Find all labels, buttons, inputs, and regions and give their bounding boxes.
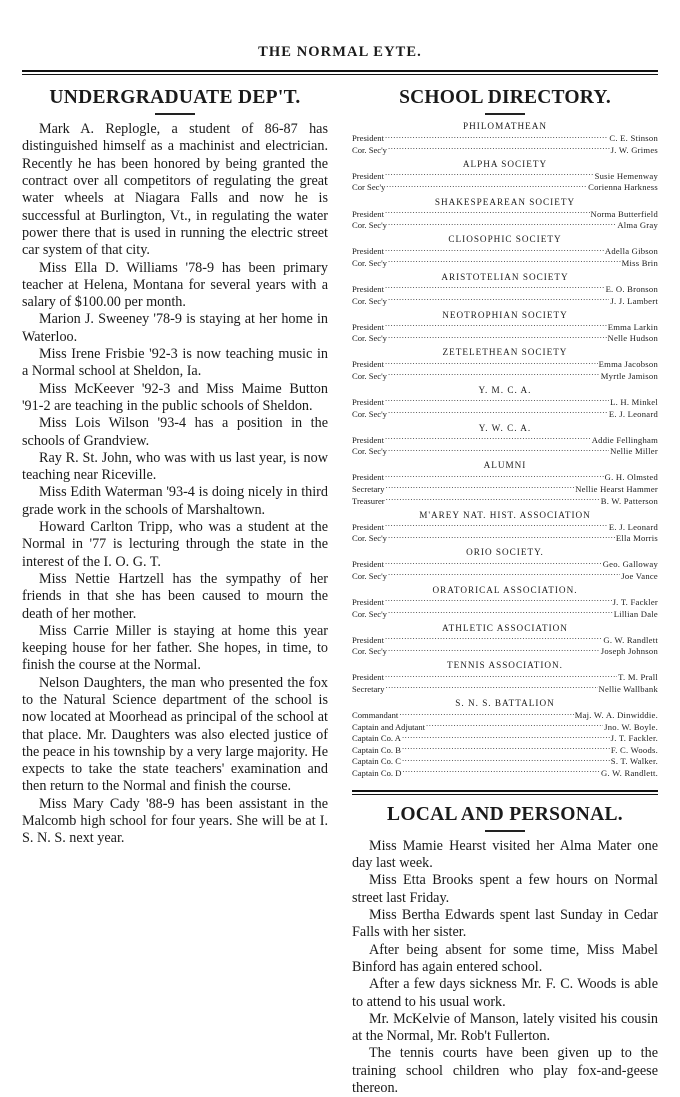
directory-group — [352, 698, 658, 779]
directory-entry-role: Cor. Sec'y — [352, 295, 387, 306]
directory-leader-dots — [388, 370, 600, 379]
directory-entry-role: President — [352, 472, 384, 483]
article-paragraph: Miss Nettie Hartzell has the sympathy of her friends in that she has been caused to mourn the death of her mother. — [22, 570, 328, 622]
directory-entry-person: S. T. Walker. — [610, 756, 658, 767]
directory-group-name: PHILOMATHEAN — [463, 121, 547, 132]
directory-entry-role: President — [352, 133, 384, 144]
directory-leader-dots — [385, 634, 602, 643]
directory-entry-person: Nellie Miller — [610, 446, 658, 457]
directory-entry — [352, 645, 658, 657]
directory-entry — [352, 744, 658, 756]
directory-entry-person: J. W. Grimes — [610, 144, 658, 155]
directory-group-name: ALPHA SOCIETY — [462, 158, 548, 169]
directory-entry-person: Adella Gibson — [604, 246, 658, 257]
undergraduate-dept-heading: UNDERGRADUATE DEP'T. — [49, 87, 301, 109]
directory-leader-dots — [388, 445, 609, 454]
directory-entry — [352, 732, 658, 744]
directory-entry — [352, 144, 658, 156]
directory-entry-person: E. J. Leonard — [608, 408, 658, 419]
directory-group-name: ATHLETIC ASSOCIATION — [442, 622, 568, 633]
directory-entry — [352, 767, 658, 779]
directory-group — [352, 385, 658, 419]
directory-entry-person: Nellie Wallbank — [598, 684, 658, 694]
directory-group — [352, 310, 658, 344]
directory-entry-role: President — [352, 559, 384, 570]
directory-entry — [352, 181, 658, 193]
article-paragraph: Mr. McKelvie of Manson, lately visited his cousin at the Normal, Mr. Rob't Fullerton. — [352, 1010, 658, 1045]
article-paragraph: Miss Irene Frisbie '92-3 is now teaching music in a Normal school at Sheldon, Ia. — [22, 346, 328, 380]
directory-entry-person: Nellie Hearst Hammer — [575, 483, 658, 494]
directory-entry-person: Corienna Harkness — [588, 182, 658, 193]
directory-leader-dots — [385, 483, 574, 492]
directory-entry-person: B. W. Patterson — [600, 495, 658, 506]
local-and-personal-articles — [352, 838, 658, 1097]
directory-entry — [352, 683, 658, 695]
directory-group — [352, 234, 658, 268]
directory-entry-person: G. H. Olmsted — [604, 472, 658, 483]
heading-underline — [485, 113, 525, 115]
article-paragraph: Howard Carlton Tripp, who was a student at the Normal in '77 is lecturing through the state in the interest of the I. O. G. T. — [22, 519, 328, 570]
directory-entry-role: Captain and Adjutant — [352, 721, 426, 732]
article-paragraph: Miss Mamie Hearst visited her Alma Mater one day last week. — [352, 837, 658, 872]
directory-group-name: ZETELETHEAN SOCIETY — [442, 347, 568, 358]
directory-group — [352, 660, 658, 694]
directory-leader-dots — [388, 645, 600, 654]
directory-leader-dots — [385, 671, 617, 680]
directory-entry-role: President — [352, 208, 384, 219]
directory-leader-dots — [385, 558, 602, 567]
undergraduate-dept-articles — [22, 121, 328, 847]
two-column-body — [22, 84, 658, 1097]
directory-leader-dots — [402, 744, 610, 753]
directory-leader-dots — [385, 283, 605, 292]
directory-group-name: Y. M. C. A. — [478, 385, 532, 395]
directory-entry — [352, 321, 658, 333]
directory-entry — [352, 283, 658, 295]
directory-entry-role: Secretary — [352, 483, 385, 494]
article-paragraph: After a few days sickness Mr. F. C. Woods is able to attend to his usual work. — [352, 976, 658, 1010]
directory-entry-role: Cor. Sec'y — [352, 257, 387, 268]
directory-leader-dots — [388, 295, 609, 304]
directory-leader-dots — [388, 257, 621, 266]
directory-leader-dots — [385, 208, 590, 217]
directory-leader-dots — [402, 732, 610, 741]
directory-entry — [352, 709, 658, 721]
column-gutter — [328, 84, 352, 1097]
directory-leader-dots — [385, 434, 591, 443]
directory-entry — [352, 608, 658, 620]
directory-leader-dots — [388, 144, 610, 153]
directory-entry-person: Nelle Hudson — [607, 333, 658, 344]
directory-leader-dots — [385, 170, 594, 179]
directory-entry-person: E. J. Leonard — [608, 521, 658, 532]
directory-group-name: NEOTROPHIAN SOCIETY — [442, 309, 568, 320]
local-and-personal-heading: LOCAL AND PERSONAL. — [387, 803, 623, 825]
directory-entry-role: Cor. Sec'y — [352, 333, 387, 344]
directory-entry-role: Cor. Sec'y — [352, 646, 387, 657]
directory-entry-role: Cor. Sec'y — [352, 446, 387, 457]
directory-entry-person: J. T. Fackler — [612, 597, 658, 608]
directory-entry-role: Cor. Sec'y — [352, 408, 387, 419]
directory-group — [352, 623, 658, 657]
directory-leader-dots — [388, 532, 615, 541]
directory-entry-person: Susie Hemenway — [594, 170, 658, 181]
directory-entry — [352, 634, 658, 646]
directory-entry-role: President — [352, 283, 384, 294]
article-paragraph: Marion J. Sweeney '78-9 is staying at her home in Waterloo. — [22, 311, 328, 345]
directory-entry-role: President — [352, 359, 384, 370]
directory-group — [352, 272, 658, 306]
masthead-title: THE NORMAL EYTE. — [258, 44, 422, 60]
directory-entry — [352, 332, 658, 344]
directory-entry — [352, 245, 658, 257]
directory-entry-person: G. W. Randlett. — [601, 768, 658, 779]
directory-leader-dots — [385, 471, 604, 480]
directory-leader-dots — [385, 396, 609, 405]
directory-entry — [352, 170, 658, 182]
directory-leader-dots — [402, 767, 600, 776]
directory-entry-role: President — [352, 521, 384, 532]
directory-leader-dots — [386, 181, 587, 190]
directory-group-name: ORIO SOCIETY. — [466, 547, 544, 558]
directory-entry — [352, 219, 658, 231]
directory-group-name: M'AREY NAT. HIST. ASSOCIATION — [419, 509, 591, 520]
directory-entry-person: C. E. Stinson — [609, 133, 658, 144]
directory-entry-role: Cor. Sec'y — [352, 370, 387, 381]
directory-entry-person: Emma Larkin — [607, 321, 658, 332]
directory-entry-role: President — [352, 634, 384, 645]
directory-entry — [352, 483, 658, 495]
directory-entry-role: President — [352, 321, 384, 332]
directory-group — [352, 197, 658, 231]
directory-entry — [352, 521, 658, 533]
article-paragraph: The tennis courts have been given up to the training school children who play fox-and-geese thereon. — [352, 1045, 658, 1096]
article-paragraph: Nelson Daughters, the man who presented the fox to the Natural Science department of the school is now located at Moorhead as principal of the school at that place. Mr. Daughters was also elected justice of the peace in his township by a very large majority. He expects to take the state teachers' examination and then return to the Normal and finish the course. — [22, 674, 328, 795]
directory-leader-dots — [385, 683, 597, 692]
directory-group — [352, 585, 658, 619]
directory-entry — [352, 295, 658, 307]
directory-entry-person: Joe Vance — [621, 570, 658, 581]
directory-entry-person: G. W. Randlett — [603, 634, 658, 645]
directory-entry-role: Treasurer — [352, 495, 385, 506]
directory-leader-dots — [385, 596, 612, 605]
directory-entry-role: President — [352, 434, 384, 445]
directory-entry-role: Cor. Sec'y — [352, 220, 387, 231]
directory-leader-dots — [399, 709, 573, 718]
directory-group-name: ORATORICAL ASSOCIATION. — [432, 585, 578, 596]
directory-entry — [352, 671, 658, 683]
directory-entry-person: Maj. W. A. Dinwiddie. — [574, 710, 658, 721]
directory-entry — [352, 755, 658, 767]
directory-entry-person: Myrtle Jamison — [600, 370, 658, 381]
article-paragraph: Miss McKeever '92-3 and Miss Maime Button '91-2 are teaching in the public schools of Sheldon. — [22, 380, 328, 414]
directory-entry-person: J. J. Lambert — [610, 295, 658, 306]
directory-entry-person: F. C. Woods. — [610, 744, 658, 755]
directory-entry — [352, 257, 658, 269]
directory-entry-role: President — [352, 672, 384, 683]
article-paragraph: Miss Bertha Edwards spent last Sunday in Cedar Falls with her sister. — [352, 907, 658, 941]
directory-entry-person: Addie Fellingham — [591, 434, 658, 445]
article-paragraph: Miss Edith Waterman '93-4 is doing nicely in third grade work in the schools of Marshaltown. — [22, 484, 328, 518]
school-directory-heading: SCHOOL DIRECTORY. — [399, 87, 611, 109]
right-column — [352, 84, 658, 1097]
directory-group — [352, 510, 658, 544]
directory-entry-role: Cor. Sec'y — [352, 144, 387, 155]
left-column — [22, 84, 328, 1097]
directory-leader-dots — [388, 332, 607, 341]
directory-group — [352, 460, 658, 506]
directory-entry-person: Norma Butterfield — [590, 208, 658, 219]
directory-entry-person: J. T. Fackler. — [610, 733, 658, 744]
directory-entry-person: Geo. Galloway — [602, 559, 658, 570]
directory-group — [352, 121, 658, 155]
directory-entry-person: E. O. Bronson — [605, 283, 658, 294]
directory-entry-person: Joseph Johnson — [600, 646, 658, 657]
directory-entry — [352, 596, 658, 608]
directory-leader-dots — [385, 521, 608, 530]
article-paragraph: Mark A. Replogle, a student of 86-87 has distinguished himself as a machinist and electrician. Recently he has been honored by being granted the contract over all competitors of regulating the great water wheels at Niagara Falls and now he is successful at Burlington, Vt., in regulating the water power there that is used in running the electric street car system of that city. — [22, 121, 328, 259]
directory-entry-role: President — [352, 170, 384, 181]
directory-entry-role: Captain Co. D — [352, 768, 402, 779]
directory-leader-dots — [385, 245, 604, 254]
directory-leader-dots — [388, 408, 608, 417]
directory-group — [352, 547, 658, 581]
directory-entry-person: Ella Morris — [615, 533, 658, 544]
directory-entry — [352, 132, 658, 144]
article-paragraph: Miss Ella D. Williams '78-9 has been primary teacher at Helena, Montana for several years with a salary of $100.00 per month. — [22, 259, 328, 311]
directory-entry-person: Lillian Dale — [613, 608, 658, 619]
local-section-rule — [352, 790, 658, 795]
directory-entry-role: Secretary — [352, 684, 385, 694]
directory-leader-dots — [388, 608, 613, 617]
directory-entry-person: L. H. Minkel — [610, 397, 658, 407]
article-paragraph: Miss Lois Wilson '93-4 has a position in the schools of Grandview. — [22, 415, 328, 449]
directory-entry — [352, 358, 658, 370]
directory-entry — [352, 532, 658, 544]
directory-entry-person: Miss Brin — [621, 257, 658, 268]
masthead-rule — [22, 70, 658, 75]
directory-entry-role: Captain Co. B — [352, 744, 401, 755]
directory-entry-role: Captain Co. C — [352, 756, 401, 767]
article-paragraph: Miss Etta Brooks spent a few hours on Normal street last Friday. — [352, 872, 658, 906]
directory-entry-role: Cor Sec'y — [352, 182, 386, 193]
directory-group-name: ALUMNI — [483, 460, 527, 471]
directory-entry-person: Emma Jacobson — [598, 359, 658, 370]
directory-leader-dots — [388, 570, 620, 579]
directory-leader-dots — [385, 132, 608, 141]
directory-entry-person: Alma Gray — [617, 220, 658, 231]
directory-entry — [352, 434, 658, 446]
directory-entry-person: Jno. W. Boyle. — [604, 721, 658, 732]
directory-entry-role: Cor. Sec'y — [352, 608, 387, 619]
directory-entry-role: Cor. Sec'y — [352, 570, 387, 581]
directory-entry — [352, 445, 658, 457]
directory-entry-role: President — [352, 246, 384, 257]
directory-entry — [352, 370, 658, 382]
directory-entry — [352, 721, 658, 733]
directory-leader-dots — [388, 219, 616, 228]
directory-leader-dots — [402, 755, 610, 764]
directory-leader-dots — [386, 495, 600, 504]
directory-entry — [352, 570, 658, 582]
directory-group-name: ARISTOTELIAN SOCIETY — [441, 271, 569, 282]
directory-entry — [352, 495, 658, 507]
directory-entry-role: President — [352, 597, 384, 608]
directory-entry — [352, 396, 658, 408]
directory-entry-role: President — [352, 397, 384, 407]
directory-entry-role: Commandant — [352, 710, 399, 721]
directory-entry — [352, 471, 658, 483]
school-directory-list — [352, 121, 658, 778]
directory-entry-role: Cor. Sec'y — [352, 533, 387, 544]
directory-group-name: CLIOSOPHIC SOCIETY — [448, 234, 562, 245]
directory-group — [352, 347, 658, 381]
directory-group-name: SHAKESPEAREAN SOCIETY — [434, 196, 576, 207]
directory-leader-dots — [385, 321, 607, 330]
article-paragraph: Miss Carrie Miller is staying at home this year keeping house for her father. She hopes, in time, to finish the course at the Normal. — [22, 622, 328, 674]
directory-group-name: Y. W. C. A. — [478, 422, 532, 433]
directory-leader-dots — [426, 721, 603, 730]
article-paragraph: After being absent for some time, Miss Mabel Binford has again entered school. — [352, 941, 658, 975]
directory-entry — [352, 408, 658, 420]
directory-entry-person: T. M. Prall — [618, 672, 658, 683]
directory-leader-dots — [385, 358, 598, 367]
directory-group-name: TENNIS ASSOCIATION. — [447, 660, 563, 671]
directory-entry — [352, 558, 658, 570]
article-paragraph: Ray R. St. John, who was with us last year, is now teaching near Riceville. — [22, 449, 328, 484]
heading-underline — [155, 113, 195, 115]
heading-underline — [485, 830, 525, 832]
directory-entry-role: Captain Co. A — [352, 733, 401, 744]
directory-group-name: S. N. S. BATTALION — [455, 698, 555, 709]
article-paragraph: Miss Mary Cady '88-9 has been assistant in the Malcomb high school for four years. She will be at I. S. N. S. next year. — [22, 795, 328, 847]
directory-group — [352, 159, 658, 193]
directory-entry — [352, 208, 658, 220]
directory-group — [352, 423, 658, 457]
